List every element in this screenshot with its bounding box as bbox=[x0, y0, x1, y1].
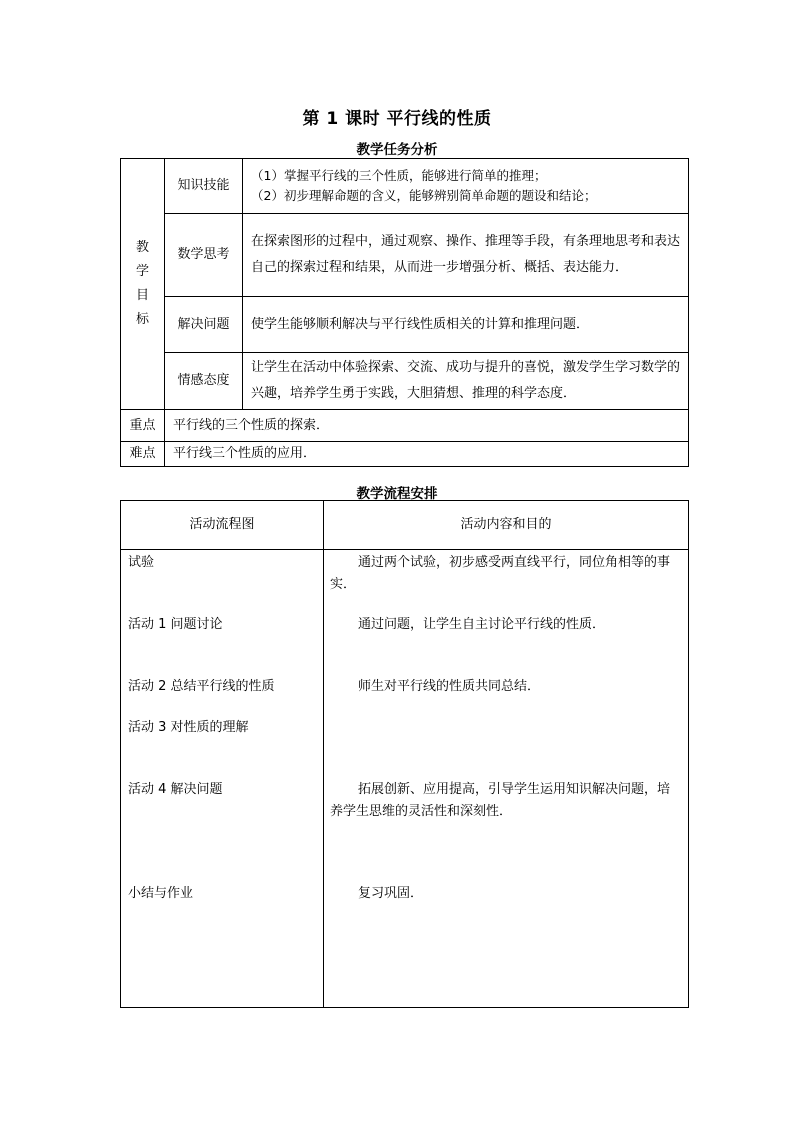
objective-line: （2）初步理解命题的含义，能够辨别简单命题的题设和结论； bbox=[251, 188, 597, 203]
category-char: 教 bbox=[135, 240, 149, 255]
objective-content: 在探索图形的过程中，通过观察、操作、推理等手段，有条理地思考和表达自己的探索过程和结果，从而进一步增强分析、概括、表达能力． bbox=[243, 214, 689, 297]
objective-content bbox=[243, 159, 689, 214]
objective-line: （1）掌握平行线的三个性质，能够进行简单的推理； bbox=[251, 168, 547, 183]
content-column bbox=[324, 550, 689, 1008]
process-heading: 教学流程安排 bbox=[356, 486, 438, 502]
task-analysis-table bbox=[120, 158, 689, 467]
objective-label: 数学思考 bbox=[165, 214, 243, 297]
column-header-content: 活动内容和目的 bbox=[324, 501, 689, 550]
process-table bbox=[120, 500, 689, 1008]
activity-purpose: 拓展创新、应用提高，引导学生运用知识解决问题，培养学生思维的灵活性和深刻性． bbox=[330, 782, 671, 819]
objectives-category-cell bbox=[121, 159, 165, 410]
objective-label: 解决问题 bbox=[165, 297, 243, 353]
key-point-content: 平行线的三个性质的探索． bbox=[165, 410, 689, 442]
objective-label: 情感态度 bbox=[165, 353, 243, 410]
activity-name: 试验 bbox=[128, 555, 155, 570]
activity-name: 小结与作业 bbox=[128, 886, 194, 901]
category-char: 目 bbox=[135, 288, 149, 303]
difficulty-label: 难点 bbox=[121, 442, 165, 467]
difficulty-content: 平行线三个性质的应用． bbox=[165, 442, 689, 467]
objective-content: 让学生在活动中体验探索、交流、成功与提升的喜悦，激发学生学习数学的兴趣，培养学生勇于实践，大胆猜想、推理的科学态度． bbox=[243, 353, 689, 410]
activity-name: 活动 3 对性质的理解 bbox=[128, 720, 249, 735]
activity-name: 活动 2 总结平行线的性质 bbox=[128, 679, 275, 694]
task-analysis-heading: 教学任务分析 bbox=[356, 142, 438, 158]
key-point-label: 重点 bbox=[121, 410, 165, 442]
activity-purpose: 通过两个试验，初步感受两直线平行，同位角相等的事实． bbox=[330, 555, 671, 592]
objective-content: 使学生能够顺利解决与平行线性质相关的计算和推理问题． bbox=[243, 297, 689, 353]
activity-purpose: 师生对平行线的性质共同总结． bbox=[358, 679, 541, 694]
activity-name: 活动 1 问题讨论 bbox=[128, 617, 223, 632]
flow-column bbox=[121, 550, 324, 1008]
objective-label: 知识技能 bbox=[165, 159, 243, 214]
category-char: 学 bbox=[135, 264, 149, 279]
category-char: 标 bbox=[135, 312, 149, 327]
activity-purpose: 通过问题，让学生自主讨论平行线的性质． bbox=[358, 617, 606, 632]
page-title: 第 1 课时 平行线的性质 bbox=[302, 109, 492, 129]
activity-purpose: 复习巩固． bbox=[358, 886, 424, 901]
activity-name: 活动 4 解决问题 bbox=[128, 782, 223, 797]
column-header-flow: 活动流程图 bbox=[121, 501, 324, 550]
